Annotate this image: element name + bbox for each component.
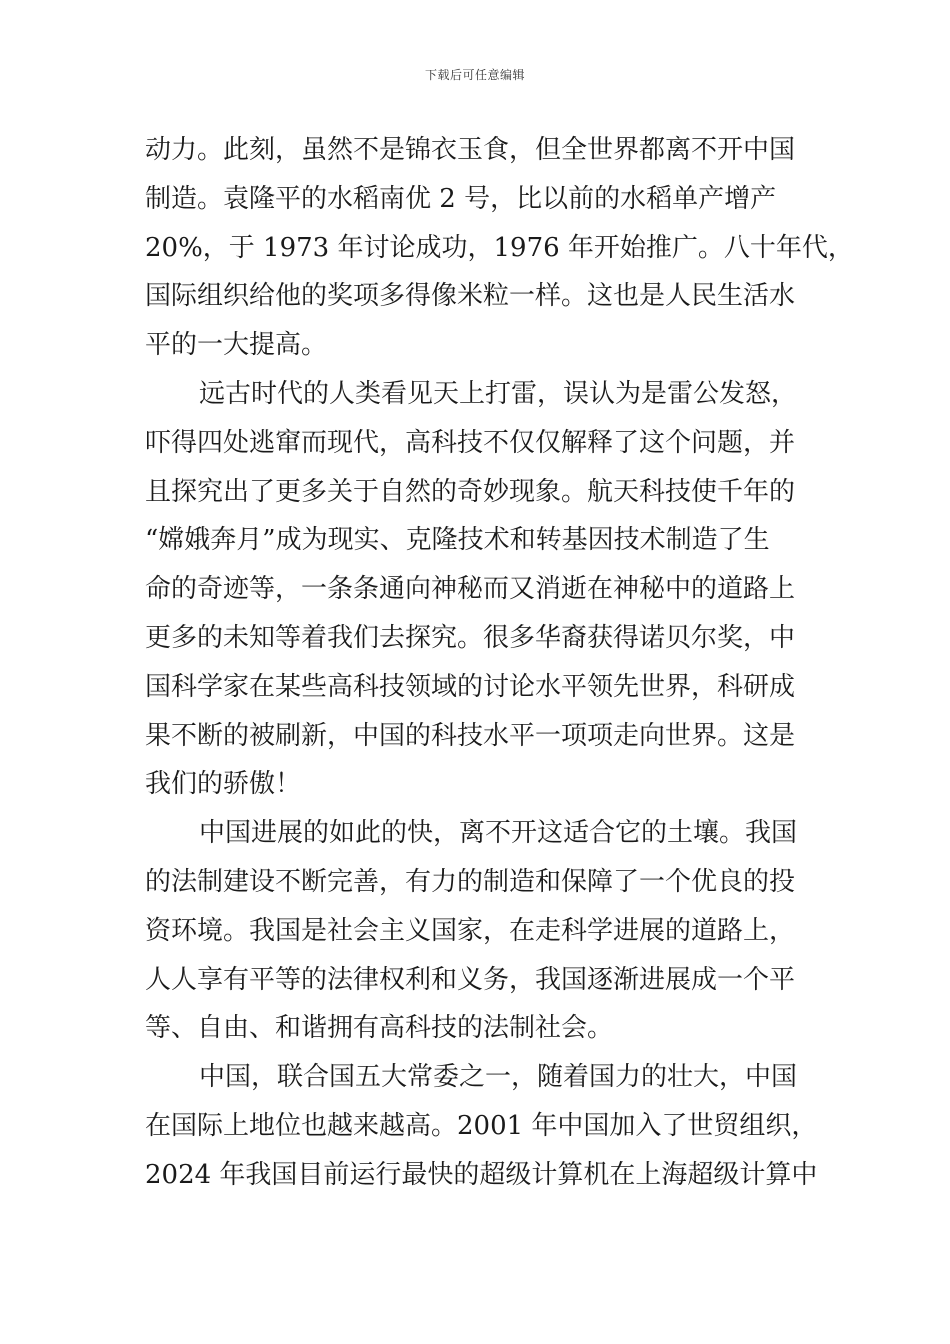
text-line: 2024 年我国目前运行最快的超级计算机在上海超级计算中 xyxy=(145,1159,818,1190)
text-line: 吓得四处逃窜而现代，高科技不仅仅解释了这个问题，并 xyxy=(145,427,796,458)
text-line: 在国际上地位也越来越高。2001 年中国加入了世贸组织， xyxy=(145,1110,818,1141)
text-line: 命的奇迹等，一条条通向神秘而又消逝在神秘中的道路上 xyxy=(145,574,796,605)
text-line: 国际组织给他的奖项多得像米粒一样。这也是人民生活水 xyxy=(145,281,796,312)
text-line: 果不断的被刷新，中国的科技水平一项项走向世界。这是 xyxy=(145,720,796,751)
text-line: “嫦娥奔月”成为现实、克隆技术和转基因技术制造了生 xyxy=(145,525,770,556)
text-line: 的法制建设不断完善，有力的制造和保障了一个优良的投 xyxy=(145,866,796,897)
text-line: 国科学家在某些高科技领域的讨论水平领先世界，科研成 xyxy=(145,671,796,702)
text-line: 更多的未知等着我们去探究。很多华裔获得诺贝尔奖，中 xyxy=(145,622,796,653)
paragraph xyxy=(145,809,810,1053)
text-line: 且探究出了更多关于自然的奇妙现象。航天科技使千年的 xyxy=(145,476,796,507)
text-line: 20%，于 1973 年讨论成功，1976 年开始推广。八十年代， xyxy=(145,232,854,263)
header-note: 下载后可任意编辑 xyxy=(424,68,525,82)
text-line: 等、自由、和谐拥有高科技的法制社会。 xyxy=(145,1013,614,1044)
text-line: 平的一大提高。 xyxy=(145,330,328,361)
text-line: 制造。袁隆平的水稻南优 2 号，比以前的水稻单产增产 xyxy=(145,183,777,214)
text-line: 我们的骄傲！ xyxy=(145,769,302,800)
text-line: 中国进展的如此的快，离不开这适合它的土壤。我国 xyxy=(199,818,798,849)
text-line: 动力。此刻，虽然不是锦衣玉食，但全世界都离不开中国 xyxy=(145,135,796,165)
paragraph xyxy=(145,126,854,370)
text-line: 远古时代的人类看见天上打雷，误认为是雷公发怒， xyxy=(199,378,798,409)
paragraph xyxy=(145,1053,818,1199)
paragraph xyxy=(145,370,810,809)
text-line: 资环境。我国是社会主义国家，在走科学进展的道路上， xyxy=(145,915,796,946)
text-line: 人人享有平等的法律权利和义务，我国逐渐进展成一个平 xyxy=(145,964,796,995)
text-line: 中国，联合国五大常委之一，随着国力的壮大，中国 xyxy=(199,1062,798,1093)
document-body xyxy=(145,126,854,1200)
